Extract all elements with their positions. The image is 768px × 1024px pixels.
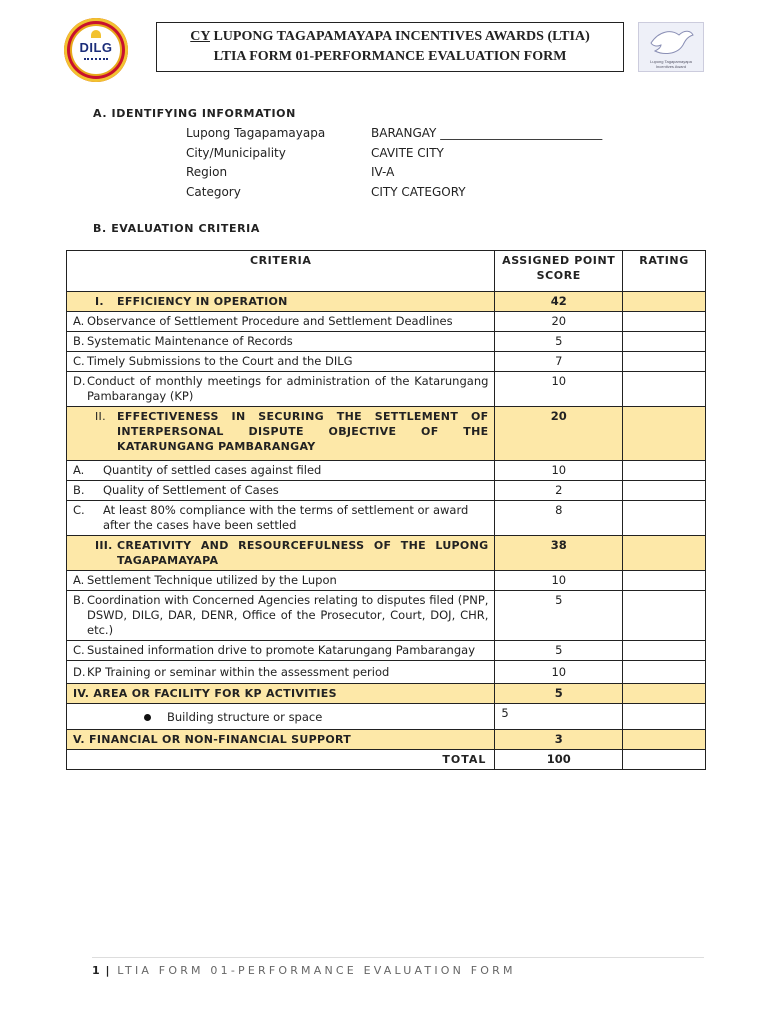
info-value: BARANGAY ___________________________ bbox=[371, 126, 603, 140]
rating-cell[interactable] bbox=[623, 536, 706, 571]
info-row bbox=[186, 124, 602, 144]
item-text: Coordination with Concerned Agencies relating to disputes filed (PNP, DSWD, DILG, DAR, DENR, Office of the Prosecutor, Court, DOJ, CHR, etc.) bbox=[87, 593, 489, 637]
rating-cell[interactable] bbox=[623, 704, 706, 730]
rating-cell[interactable] bbox=[623, 641, 706, 661]
info-row bbox=[186, 144, 602, 164]
group-score: 42 bbox=[495, 292, 623, 312]
title-prefix: CY bbox=[190, 29, 210, 44]
item-score: 10 bbox=[495, 372, 623, 407]
group-title: EFFECTIVENESS IN SECURING THE SETTLEMENT OF INTERPERSONAL DISPUTE OBJECTIVE OF THE KATARUNGANG PAMBARANGAY bbox=[117, 410, 489, 453]
title-line-2: LTIA FORM 01-PERFORMANCE EVALUATION FORM bbox=[213, 49, 567, 64]
dove-icon bbox=[645, 25, 697, 61]
rating-cell[interactable] bbox=[623, 571, 706, 591]
item-score: 10 bbox=[495, 571, 623, 591]
item-letter: B. bbox=[73, 334, 85, 348]
item-text: KP Training or seminar within the assessment period bbox=[87, 665, 390, 679]
group-number: III. bbox=[95, 539, 113, 552]
rating-cell[interactable] bbox=[623, 332, 706, 352]
group-number: II. bbox=[95, 410, 106, 423]
item-text: Quality of Settlement of Cases bbox=[103, 483, 279, 497]
item-text: Settlement Technique utilized by the Lupon bbox=[87, 573, 337, 587]
item-text: Observance of Settlement Procedure and Settlement Deadlines bbox=[87, 314, 453, 328]
criteria-item-row bbox=[67, 591, 706, 641]
info-label: Category bbox=[186, 184, 241, 199]
info-label: Lupong Tagapamayapa bbox=[186, 126, 326, 140]
evaluation-table bbox=[66, 250, 706, 770]
group-score: 5 bbox=[495, 684, 623, 704]
item-text: Sustained information drive to promote Katarungang Pambarangay bbox=[87, 643, 475, 657]
item-score: 7 bbox=[495, 352, 623, 372]
item-score: 8 bbox=[495, 501, 623, 536]
item-score: 5 bbox=[495, 641, 623, 661]
item-letter: C. bbox=[73, 503, 85, 517]
total-row bbox=[67, 750, 706, 770]
group-score: 20 bbox=[495, 407, 623, 461]
item-score: 5 bbox=[495, 591, 623, 641]
ltia-logo-caption: Lupong Tagapamayapa Incentives Award bbox=[650, 59, 692, 69]
item-score: 10 bbox=[495, 461, 623, 481]
rating-cell[interactable] bbox=[623, 591, 706, 641]
page-footer bbox=[92, 957, 704, 977]
item-text: Quantity of settled cases against filed bbox=[103, 463, 322, 477]
criteria-group-row bbox=[67, 536, 706, 571]
item-text: Systematic Maintenance of Records bbox=[87, 334, 293, 348]
group-number: I. bbox=[95, 295, 104, 308]
total-score: 100 bbox=[495, 750, 623, 770]
rating-cell[interactable] bbox=[623, 352, 706, 372]
item-letter: A. bbox=[73, 463, 85, 477]
rating-cell[interactable] bbox=[623, 461, 706, 481]
item-score: 2 bbox=[495, 481, 623, 501]
criteria-group-row bbox=[67, 684, 706, 704]
dilg-logo: DILG bbox=[64, 18, 128, 82]
info-row bbox=[186, 183, 602, 203]
item-letter: A. bbox=[73, 314, 85, 328]
rating-cell[interactable] bbox=[623, 501, 706, 536]
item-letter: A. bbox=[73, 573, 85, 587]
item-score: 20 bbox=[495, 312, 623, 332]
criteria-item-row bbox=[67, 501, 706, 536]
rating-cell[interactable] bbox=[623, 481, 706, 501]
rating-cell[interactable] bbox=[623, 292, 706, 312]
rating-cell[interactable] bbox=[623, 372, 706, 407]
section-b-heading: B. EVALUATION CRITERIA bbox=[93, 222, 260, 235]
rating-header: RATING bbox=[623, 251, 706, 292]
criteria-item-row bbox=[67, 461, 706, 481]
info-value: CITY CATEGORY bbox=[371, 184, 466, 199]
criteria-group-row bbox=[67, 730, 706, 750]
item-letter: C. bbox=[73, 643, 85, 657]
criteria-group-row bbox=[67, 292, 706, 312]
group-score: 3 bbox=[495, 730, 623, 750]
rating-cell[interactable] bbox=[623, 730, 706, 750]
group-title: EFFICIENCY IN OPERATION bbox=[117, 295, 288, 308]
item-text: At least 80% compliance with the terms of settlement or award after the cases have been settled bbox=[103, 503, 469, 532]
criteria-item-row bbox=[67, 372, 706, 407]
item-letter: C. bbox=[73, 354, 85, 368]
rating-cell[interactable] bbox=[623, 661, 706, 684]
item-letter: D. bbox=[73, 374, 86, 388]
total-label: TOTAL bbox=[67, 750, 495, 770]
group-title: V. FINANCIAL OR NON-FINANCIAL SUPPORT bbox=[67, 730, 495, 750]
item-text: Conduct of monthly meetings for administration of the Katarungang Pambarangay (KP) bbox=[87, 374, 489, 403]
footer-text: LTIA FORM 01-PERFORMANCE EVALUATION FORM bbox=[110, 964, 516, 977]
group-title: IV. AREA OR FACILITY FOR KP ACTIVITIES bbox=[67, 684, 495, 704]
info-row bbox=[186, 163, 602, 183]
criteria-item-row bbox=[67, 661, 706, 684]
sun-icon bbox=[91, 30, 101, 38]
title-line-1: LUPONG TAGAPAMAYAPA INCENTIVES AWARDS (LTIA) bbox=[209, 29, 590, 44]
rating-cell[interactable] bbox=[623, 312, 706, 332]
score-header: ASSIGNED POINT SCORE bbox=[495, 251, 623, 292]
item-letter: B. bbox=[73, 483, 85, 497]
info-value: CAVITE CITY bbox=[371, 145, 444, 160]
criteria-item-row bbox=[67, 332, 706, 352]
item-score: 5 bbox=[495, 332, 623, 352]
table-header-row bbox=[67, 251, 706, 292]
section-a-heading: A. IDENTIFYING INFORMATION bbox=[93, 107, 296, 120]
info-value: IV-A bbox=[371, 165, 395, 179]
criteria-group-row bbox=[67, 407, 706, 461]
info-label: Region bbox=[186, 165, 228, 179]
criteria-item-row bbox=[67, 704, 706, 730]
form-title bbox=[156, 22, 624, 72]
item-letter: D. bbox=[73, 665, 86, 679]
criteria-item-row bbox=[67, 352, 706, 372]
criteria-item-row bbox=[67, 571, 706, 591]
group-title: CREATIVITY AND RESOURCEFULNESS OF THE LUPONG TAGAPAMAYAPA bbox=[117, 539, 489, 567]
rating-cell[interactable] bbox=[623, 684, 706, 704]
rating-cell[interactable] bbox=[623, 407, 706, 461]
item-score: 5 bbox=[495, 704, 623, 730]
criteria-item-row bbox=[67, 641, 706, 661]
ltia-logo bbox=[638, 22, 704, 72]
item-letter: B. bbox=[73, 593, 85, 607]
item-text: Timely Submissions to the Court and the DILG bbox=[87, 354, 353, 368]
group-score: 38 bbox=[495, 536, 623, 571]
identifying-info bbox=[186, 124, 602, 202]
item-score: 10 bbox=[495, 661, 623, 684]
item-text: Building structure or space bbox=[167, 710, 323, 724]
criteria-header: CRITERIA bbox=[67, 251, 495, 292]
criteria-item-row bbox=[67, 312, 706, 332]
bullet-icon bbox=[144, 714, 151, 721]
page-number: 1 | bbox=[92, 964, 111, 977]
info-label: City/Municipality bbox=[186, 145, 286, 160]
criteria-item-row bbox=[67, 481, 706, 501]
rating-cell[interactable] bbox=[623, 750, 706, 770]
